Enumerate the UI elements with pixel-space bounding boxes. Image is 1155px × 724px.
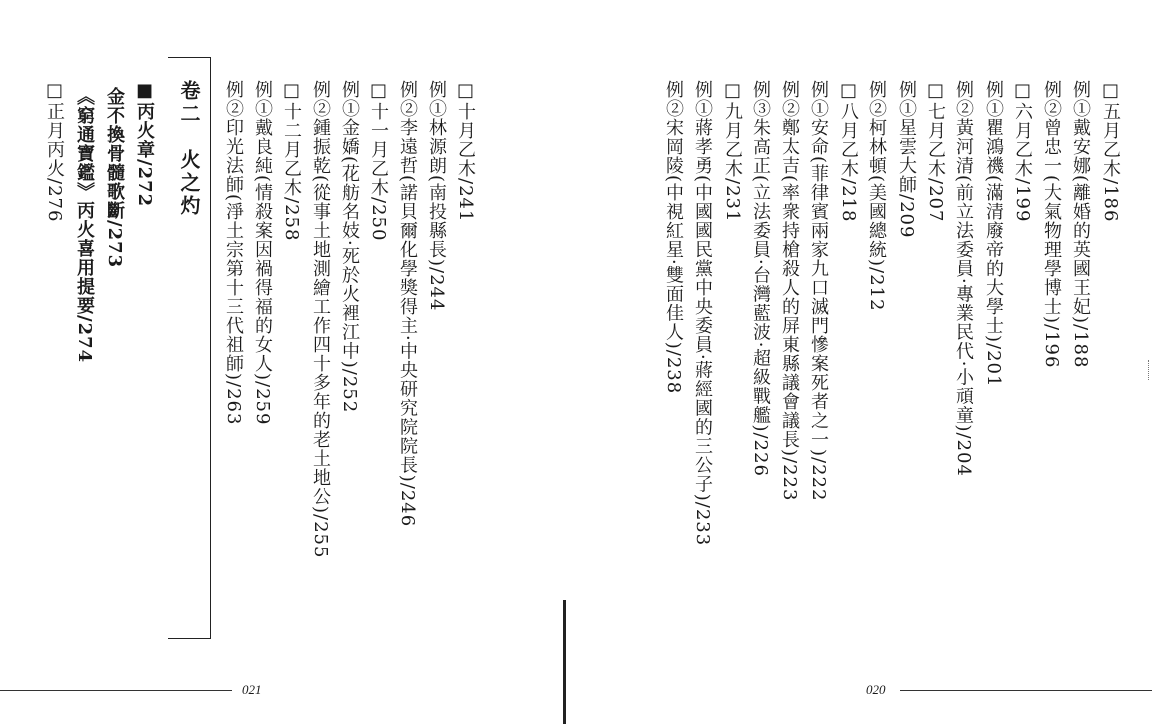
toc-entry: 金不換骨髓歌斷/273: [104, 87, 125, 269]
toc-entry: □六月乙木/199: [1012, 80, 1033, 223]
toc-entry: □十一月乙木/250: [368, 80, 389, 242]
toc-entry: 例②李遠哲(諾貝爾化學獎得主·中央研究院院長)/246: [397, 80, 418, 528]
toc-entry: 例①戴良純(情殺案因禍得福的女人)/259: [252, 80, 273, 426]
page-number: 020: [866, 682, 886, 697]
toc-entry: 例③朱高正(立法委員·台灣藍波·超級戰艦)/226: [750, 80, 771, 477]
toc-entry: 例①戴安娜(離婚的英國王妃)/188: [1070, 80, 1091, 369]
toc-entry: 例②曾忠一(大氣物理學博士)/196: [1041, 80, 1062, 369]
toc-entry: □十月乙木/241: [455, 80, 476, 223]
toc-entry: 例①林源朗(南投縣長)/244: [426, 80, 447, 312]
toc-entry: 例①蔣孝勇(中國國民黨中央委員·蔣經國的三公子)/233: [692, 80, 713, 547]
chapter-title: 卷二 火之灼: [177, 80, 201, 218]
book-gutter: [563, 600, 566, 724]
toc-entry: □七月乙木/207: [925, 80, 946, 223]
toc-entry: 例②黃河清(前立法委員·專業民代·小頑童)/204: [953, 80, 974, 477]
toc-entry: 例②鄭太吉(率衆持槍殺人的屏東縣議會議長)/223: [779, 80, 800, 502]
toc-entry: 例②柯林頓(美國總統)/212: [866, 80, 887, 312]
section-heading: ■丙火章/272: [134, 80, 155, 208]
toc-entry: 《窮通寶鑑》丙火喜用提要/274: [74, 87, 95, 364]
toc-entry: □正月丙火/276: [44, 80, 65, 223]
toc-entry: 例①安命(菲律賓兩家九口滅門慘案死者之一)/222: [808, 80, 829, 502]
toc-entry: □五月乙木/186: [1100, 80, 1121, 223]
toc-entry: □八月乙木/218: [838, 80, 859, 223]
toc-entry: 例①瞿鴻禨(滿清廢帝的大學士)/201: [983, 80, 1004, 388]
toc-entry: 例②宋岡陵(中視紅星·雙面佳人)/238: [663, 80, 684, 395]
toc-entry: 例①金嬌(花舫名妓·死於火裡江中)/252: [339, 80, 360, 414]
toc-entry: □十二月乙木/258: [281, 80, 302, 242]
toc-entry: □九月乙木/231: [722, 80, 743, 223]
footer-rule: [0, 690, 232, 691]
footer-rule: [900, 690, 1152, 691]
toc-entry: 例②印光法師(淨土宗第十三代祖師)/263: [223, 80, 244, 426]
toc-entry: 例①星雲大師/209: [896, 80, 917, 239]
page-edge: [1148, 360, 1155, 380]
page-number: 021: [242, 682, 262, 697]
toc-entry: 例②鍾振乾(從事土地測繪工作四十多年的老土地公)/255: [310, 80, 331, 559]
